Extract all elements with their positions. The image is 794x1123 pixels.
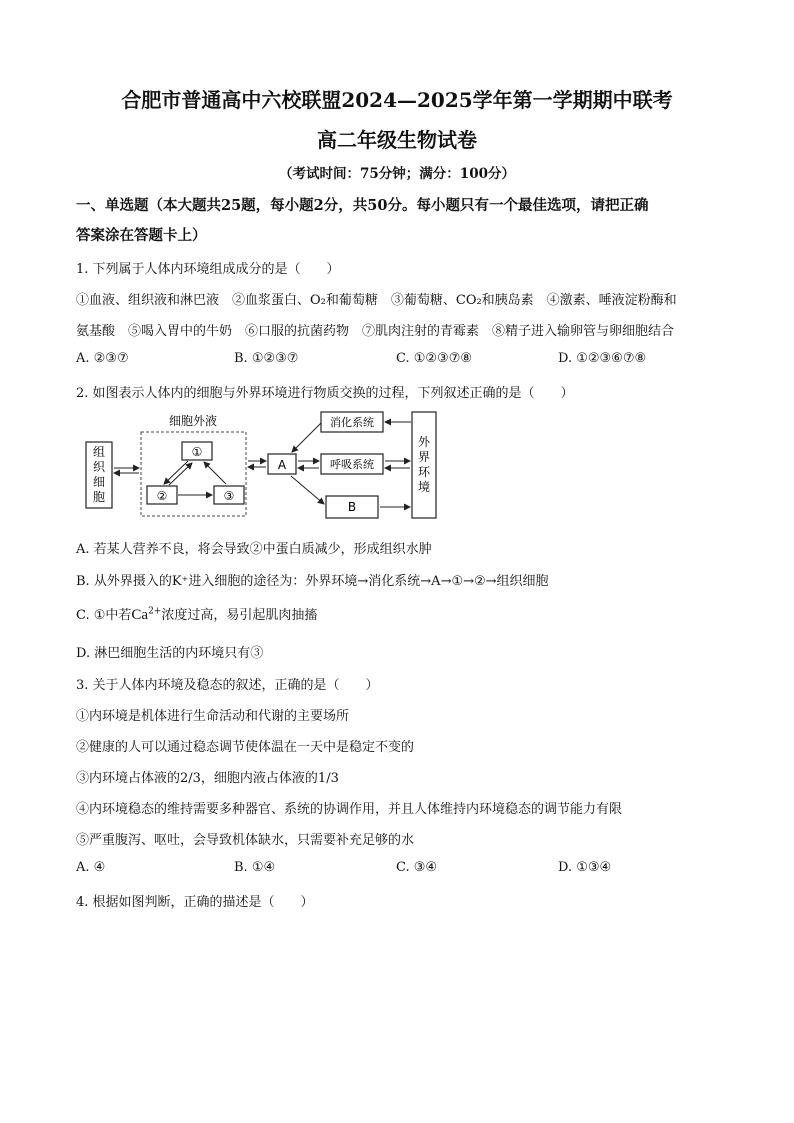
section-heading-line1: 一、单选题（本大题共25题，每小题2分，共50分。每小题只有一个最佳选项，请把正确: [76, 197, 649, 214]
box-b-label: B: [347, 500, 357, 514]
q2-option-c-ion: Ca: [131, 607, 149, 623]
q2-option-c-prefix: C. ①中若: [76, 608, 132, 623]
external-env-char: 环: [417, 465, 431, 479]
q2-option-c-charge: 2+: [148, 606, 162, 617]
q2-exchange-diagram: [76, 406, 446, 526]
q3-statement-2: ②健康的人可以通过稳态调节使体温在一天中是稳定不变的: [76, 740, 415, 755]
q2-option-c: [76, 604, 317, 624]
q1-option-a: A. ②③⑦: [76, 351, 129, 366]
q3-option-b: B. ①④: [234, 860, 276, 875]
respiratory-system-label: 呼吸系统: [330, 458, 374, 471]
q3-statement-5: ⑤严重腹泻、呕吐，会导致机体缺水，只需要补充足够的水: [76, 833, 415, 848]
q3-stem: 3. 关于人体内环境及稳态的叙述，正确的是（ ）: [76, 678, 379, 693]
node-2-label: ②: [156, 489, 168, 503]
tissue-cell-char: 胞: [92, 490, 106, 504]
exam-subtitle: 高二年级生物试卷: [317, 128, 477, 152]
node-1-label: ①: [191, 445, 203, 459]
exam-info: （考试时间：75分钟；满分：100分）: [279, 166, 515, 182]
tissue-cell-char: 细: [92, 475, 106, 489]
arrow-a-to-b: [291, 476, 324, 504]
external-env-char: 界: [417, 450, 431, 464]
tissue-cell-char: 织: [92, 460, 106, 474]
arrow-3-to-1: [204, 462, 226, 484]
arrow-2-to-1: [169, 463, 192, 485]
q3-option-c: C. ③④: [396, 860, 438, 875]
q2-option-b: B. 从外界摄入的K⁺进入细胞的途径为：外界环境→消化系统→A→①→②→组织细胞: [76, 574, 549, 589]
q3-statement-1: ①内环境是机体进行生命活动和代谢的主要场所: [76, 709, 350, 724]
tissue-cell-char: 组: [92, 445, 106, 459]
external-env-char: 境: [417, 480, 431, 494]
arrow-digestive-to-a: [292, 423, 321, 452]
section-heading-line2: 答案涂在答题卡上）: [76, 227, 207, 244]
q1-option-c: C. ①②③⑦⑧: [396, 351, 473, 366]
q2-stem: 2. 如图表示人体内的细胞与外界环境进行物质交换的过程，下列叙述正确的是（ ）: [76, 386, 574, 401]
q2-option-c-suffix: 浓度过高，易引起肌肉抽搐: [161, 608, 318, 623]
q1-stem: 1. 下列属于人体内环境组成成分的是（ ）: [76, 262, 340, 277]
q4-stem: 4. 根据如图判断，正确的描述是（ ）: [76, 895, 314, 910]
arrow-1-to-2: [164, 461, 188, 484]
extracellular-fluid-label: 细胞外液: [168, 414, 218, 428]
external-env-char: 外: [417, 435, 431, 449]
box-a-label: A: [277, 458, 287, 472]
exam-title: 合肥市普通高中六校联盟2024—2025学年第一学期期中联考: [121, 88, 673, 112]
q2-option-d: D. 淋巴细胞生活的内环境只有③: [76, 646, 264, 661]
q1-items-line1: ①血液、组织液和淋巴液 ②血浆蛋白、O₂和葡萄糖 ③葡萄糖、CO₂和胰岛素 ④激素、唾液淀粉酶和: [76, 293, 677, 308]
q3-option-d: D. ①③④: [558, 860, 612, 875]
q1-items-line2: 氨基酸 ⑤喝入胃中的牛奶 ⑥口服的抗菌药物 ⑦肌肉注射的青霉素 ⑧精子进入输卵管与卵细胞结合: [76, 324, 675, 339]
node-3-label: ③: [223, 489, 235, 503]
q3-option-a: A. ④: [76, 860, 106, 875]
digestive-system-label: 消化系统: [330, 416, 374, 429]
q2-option-a: A. 若某人营养不良，将会导致②中蛋白质减少，形成组织水肿: [76, 542, 432, 557]
q3-statement-3: ③内环境占体液的2/3，细胞内液占体液的1/3: [76, 771, 339, 786]
q1-option-b: B. ①②③⑦: [234, 351, 299, 366]
q3-statement-4: ④内环境稳态的维持需要多种器官、系统的协调作用，并且人体维持内环境稳态的调节能力有限: [76, 802, 623, 817]
q1-option-d: D. ①②③⑥⑦⑧: [558, 351, 647, 366]
